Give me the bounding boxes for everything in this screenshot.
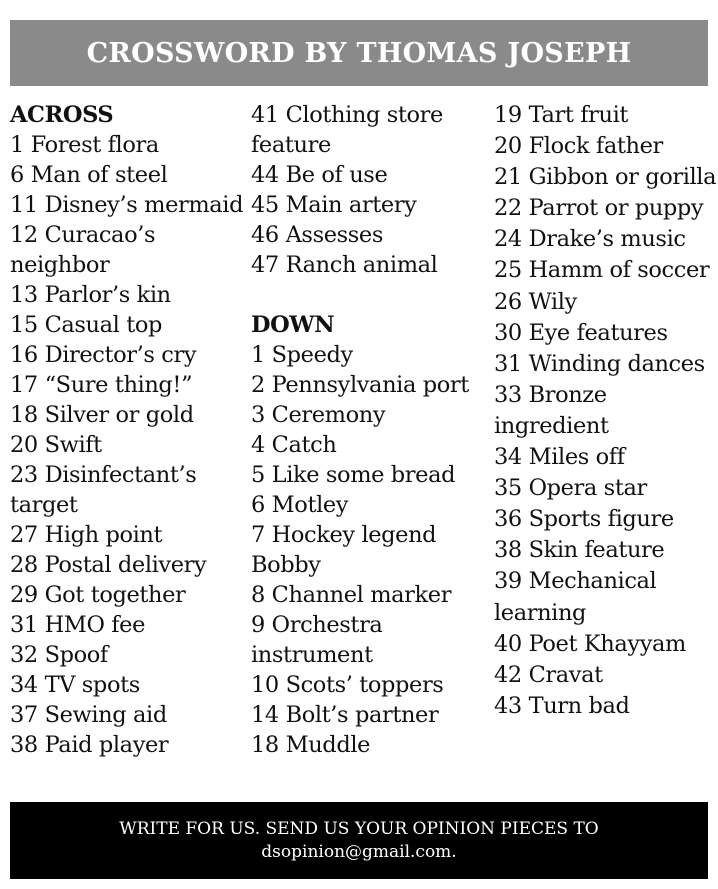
across-clue-list [10,130,250,760]
across-clue: 45 Main artery [251,192,417,218]
across-clue: 46 Assesses [251,222,383,248]
down-clue: 18 Muddle [251,732,371,758]
down-clue: 39 Mechanical learning [494,568,657,626]
puzzle-title: CROSSWORD BY THOMAS JOSEPH [86,37,632,69]
down-clue: 22 Parrot or puppy [494,195,704,222]
down-clue: 35 Opera star [494,475,647,502]
across-clue-list-continued [251,100,491,280]
across-clue: 28 Postal delivery [10,552,207,578]
down-clue: 43 Turn bad [494,692,630,719]
down-clue: 26 Wily [494,288,577,315]
footer-email[interactable]: dsopinion@gmail.com. [261,841,457,862]
clue-column-2 [251,100,491,760]
down-clue: 42 Cravat [494,661,603,688]
across-clue: 44 Be of use [251,162,388,188]
section-spacer [251,280,491,310]
across-clue: 31 HMO fee [10,612,145,638]
footer-banner [10,802,708,879]
down-clue: 4 Catch [251,432,337,458]
across-clue: 18 Silver or gold [10,402,194,428]
down-clue: 31 Winding dances [494,350,705,377]
down-clue: 25 Hamm of soccer [494,257,710,284]
down-clue: 34 Miles off [494,444,625,471]
across-clue: 47 Ranch animal [251,252,438,278]
across-clue: 27 High point [10,522,163,548]
across-clue: 6 Man of steel [10,162,168,188]
across-clue: 20 Swift [10,432,102,458]
down-clue: 20 Flock father [494,133,663,160]
across-heading: ACROSS [10,102,114,128]
down-clue-list-continued [494,100,718,722]
down-clue: 30 Eye features [494,319,668,346]
down-clue: 7 Hockey legend Bobby [251,522,437,578]
down-clue: 1 Speedy [251,342,353,368]
down-clue: 8 Channel marker [251,582,452,608]
footer-callout: WRITE FOR US. SEND US YOUR OPINION PIECES TO [119,818,599,839]
across-clue: 29 Got together [10,582,186,608]
puzzle-header [10,20,708,86]
across-clue: 34 TV spots [10,672,140,698]
across-clue: 41 Clothing store feature [251,102,443,158]
across-clue: 23 Disinfectant’s target [10,462,197,518]
clue-column-1 [10,100,250,760]
down-clue: 14 Bolt’s partner [251,702,439,728]
down-heading: DOWN [251,312,335,338]
down-clue: 19 Tart fruit [494,102,629,128]
across-clue: 16 Director’s cry [10,342,197,368]
across-clue: 12 Curacao’s neighbor [10,222,156,278]
down-clue: 10 Scots’ toppers [251,672,444,698]
down-clue: 21 Gibbon or gorilla [494,164,717,191]
across-clue: 38 Paid player [10,732,169,758]
down-clue: 9 Orchestra instrument [251,612,383,668]
across-clue: 13 Parlor’s kin [10,282,171,308]
across-clue: 17 “Sure thing!” [10,372,193,398]
down-clue: 6 Motley [251,492,349,518]
down-clue: 2 Pennsylvania port [251,372,469,398]
down-clue: 33 Bronze ingredient [494,381,609,439]
across-clue: 37 Sewing aid [10,702,167,728]
down-clue: 3 Ceremony [251,402,386,428]
down-clue: 24 Drake’s music [494,226,686,253]
down-clue-list [251,340,491,760]
clue-column-3 [494,100,718,722]
down-clue: 5 Like some bread [251,462,456,488]
down-clue: 38 Skin feature [494,537,665,564]
down-clue: 36 Sports figure [494,506,674,533]
across-clue: 11 Disney’s mermaid [10,192,244,218]
across-clue: 15 Casual top [10,312,163,338]
across-clue: 1 Forest flora [10,132,159,158]
down-clue: 40 Poet Khayyam [494,630,686,657]
across-clue: 32 Spoof [10,642,108,668]
